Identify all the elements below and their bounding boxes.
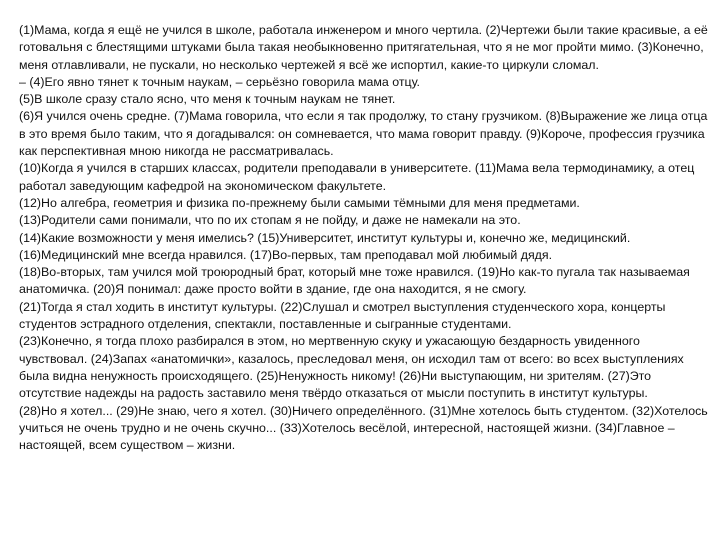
paragraph-10: (18)Во-вторых, там учился мой троюродный брат, который мне тоже нравился. (19)Но как-то пугала так называемая анатомичка. (20)Я понимал: даже просто войти в здание, где она находится, я не смогу. [19, 265, 690, 297]
paragraph-1: (1)Мама, когда я ещё не учился в школе, работала инженером и много чертила. (2)Чертежи были такие красивые, а её готовальня с блестящими штуками была такая необыкновенно притягательная, что я не мог пройти мимо. (3)Конечно, меня отлавливали, не пускали, но несколько чертежей я всё же испортил, какие-то циркули сломал. [19, 23, 708, 72]
paragraph-8: (14)Какие возможности у меня имелись? (15)Университет, институт культуры и, конечно же, медицинский. [19, 230, 631, 245]
paragraph-13: (28)Но я хотел... (29)Не знаю, чего я хотел. (30)Ничего определённого. (31)Мне хотелось быть студентом. (32)Хотелось учиться не очень трудно и не очень скучно... (33)Хотелось весёлой, интересной, настоящей жизни. (34)Главное – настоящей, всем существом – жизни. [19, 403, 708, 453]
paragraph-12: (23)Конечно, я тогда плохо разбирался в этом, но мертвенную скуку и ужасающую бездарность увиденного чувствовал. (24)Запах «анатомички», казалось, преследовал меня, он исходил там от всего: во всех выступлениях была видна ненужность происходящего. (25)Ненужность никому! (26)Ни выступающим, ни зрителям. (27)Это отсутствие надежды на радость заставило меня твёрдо отказаться от мысли поступить в институт культуры. [19, 334, 684, 401]
paragraph-9: (16)Медицинский мне всегда нравился. (17)Во-первых, там преподавал мой любимый дядя. [19, 247, 553, 262]
paragraph-3: (5)В школе сразу стало ясно, что меня к точным наукам не тянет. [19, 92, 396, 107]
paragraph-4: (6)Я учился очень средне. (7)Мама говорила, что если я так продолжу, то стану грузчиком. (8)Выражение же лица отца в это время было таким, что я догадывался: он сомневается, что мама говорит правду. (9)Короче, профессия грузчика как перспективная мною никогда не рассматривалась. [19, 109, 708, 159]
paragraph-11: (21)Тогда я стал ходить в институт культуры. (22)Слушал и смотрел выступления студенческого хора, концерты студентов эстрадного отделения, спектакли, поставленные и сыгранные студентами. [19, 299, 666, 332]
document-text [19, 22, 711, 454]
paragraph-6: (12)Но алгебра, геометрия и физика по-прежнему были самыми тёмными для меня предметами. [19, 195, 580, 210]
paragraph-2: – (4)Его явно тянет к точным наукам, – серьёзно говорила мама отцу. [19, 74, 420, 89]
paragraph-5: (10)Когда я учился в старших классах, родители преподавали в университете. (11)Мама вела термодинамику, а отец работал заведующим кафедрой на экономическом факультете. [19, 161, 695, 193]
paragraph-7: (13)Родители сами понимали, что по их стопам я не пойду, и даже не намекали на это. [19, 213, 521, 228]
